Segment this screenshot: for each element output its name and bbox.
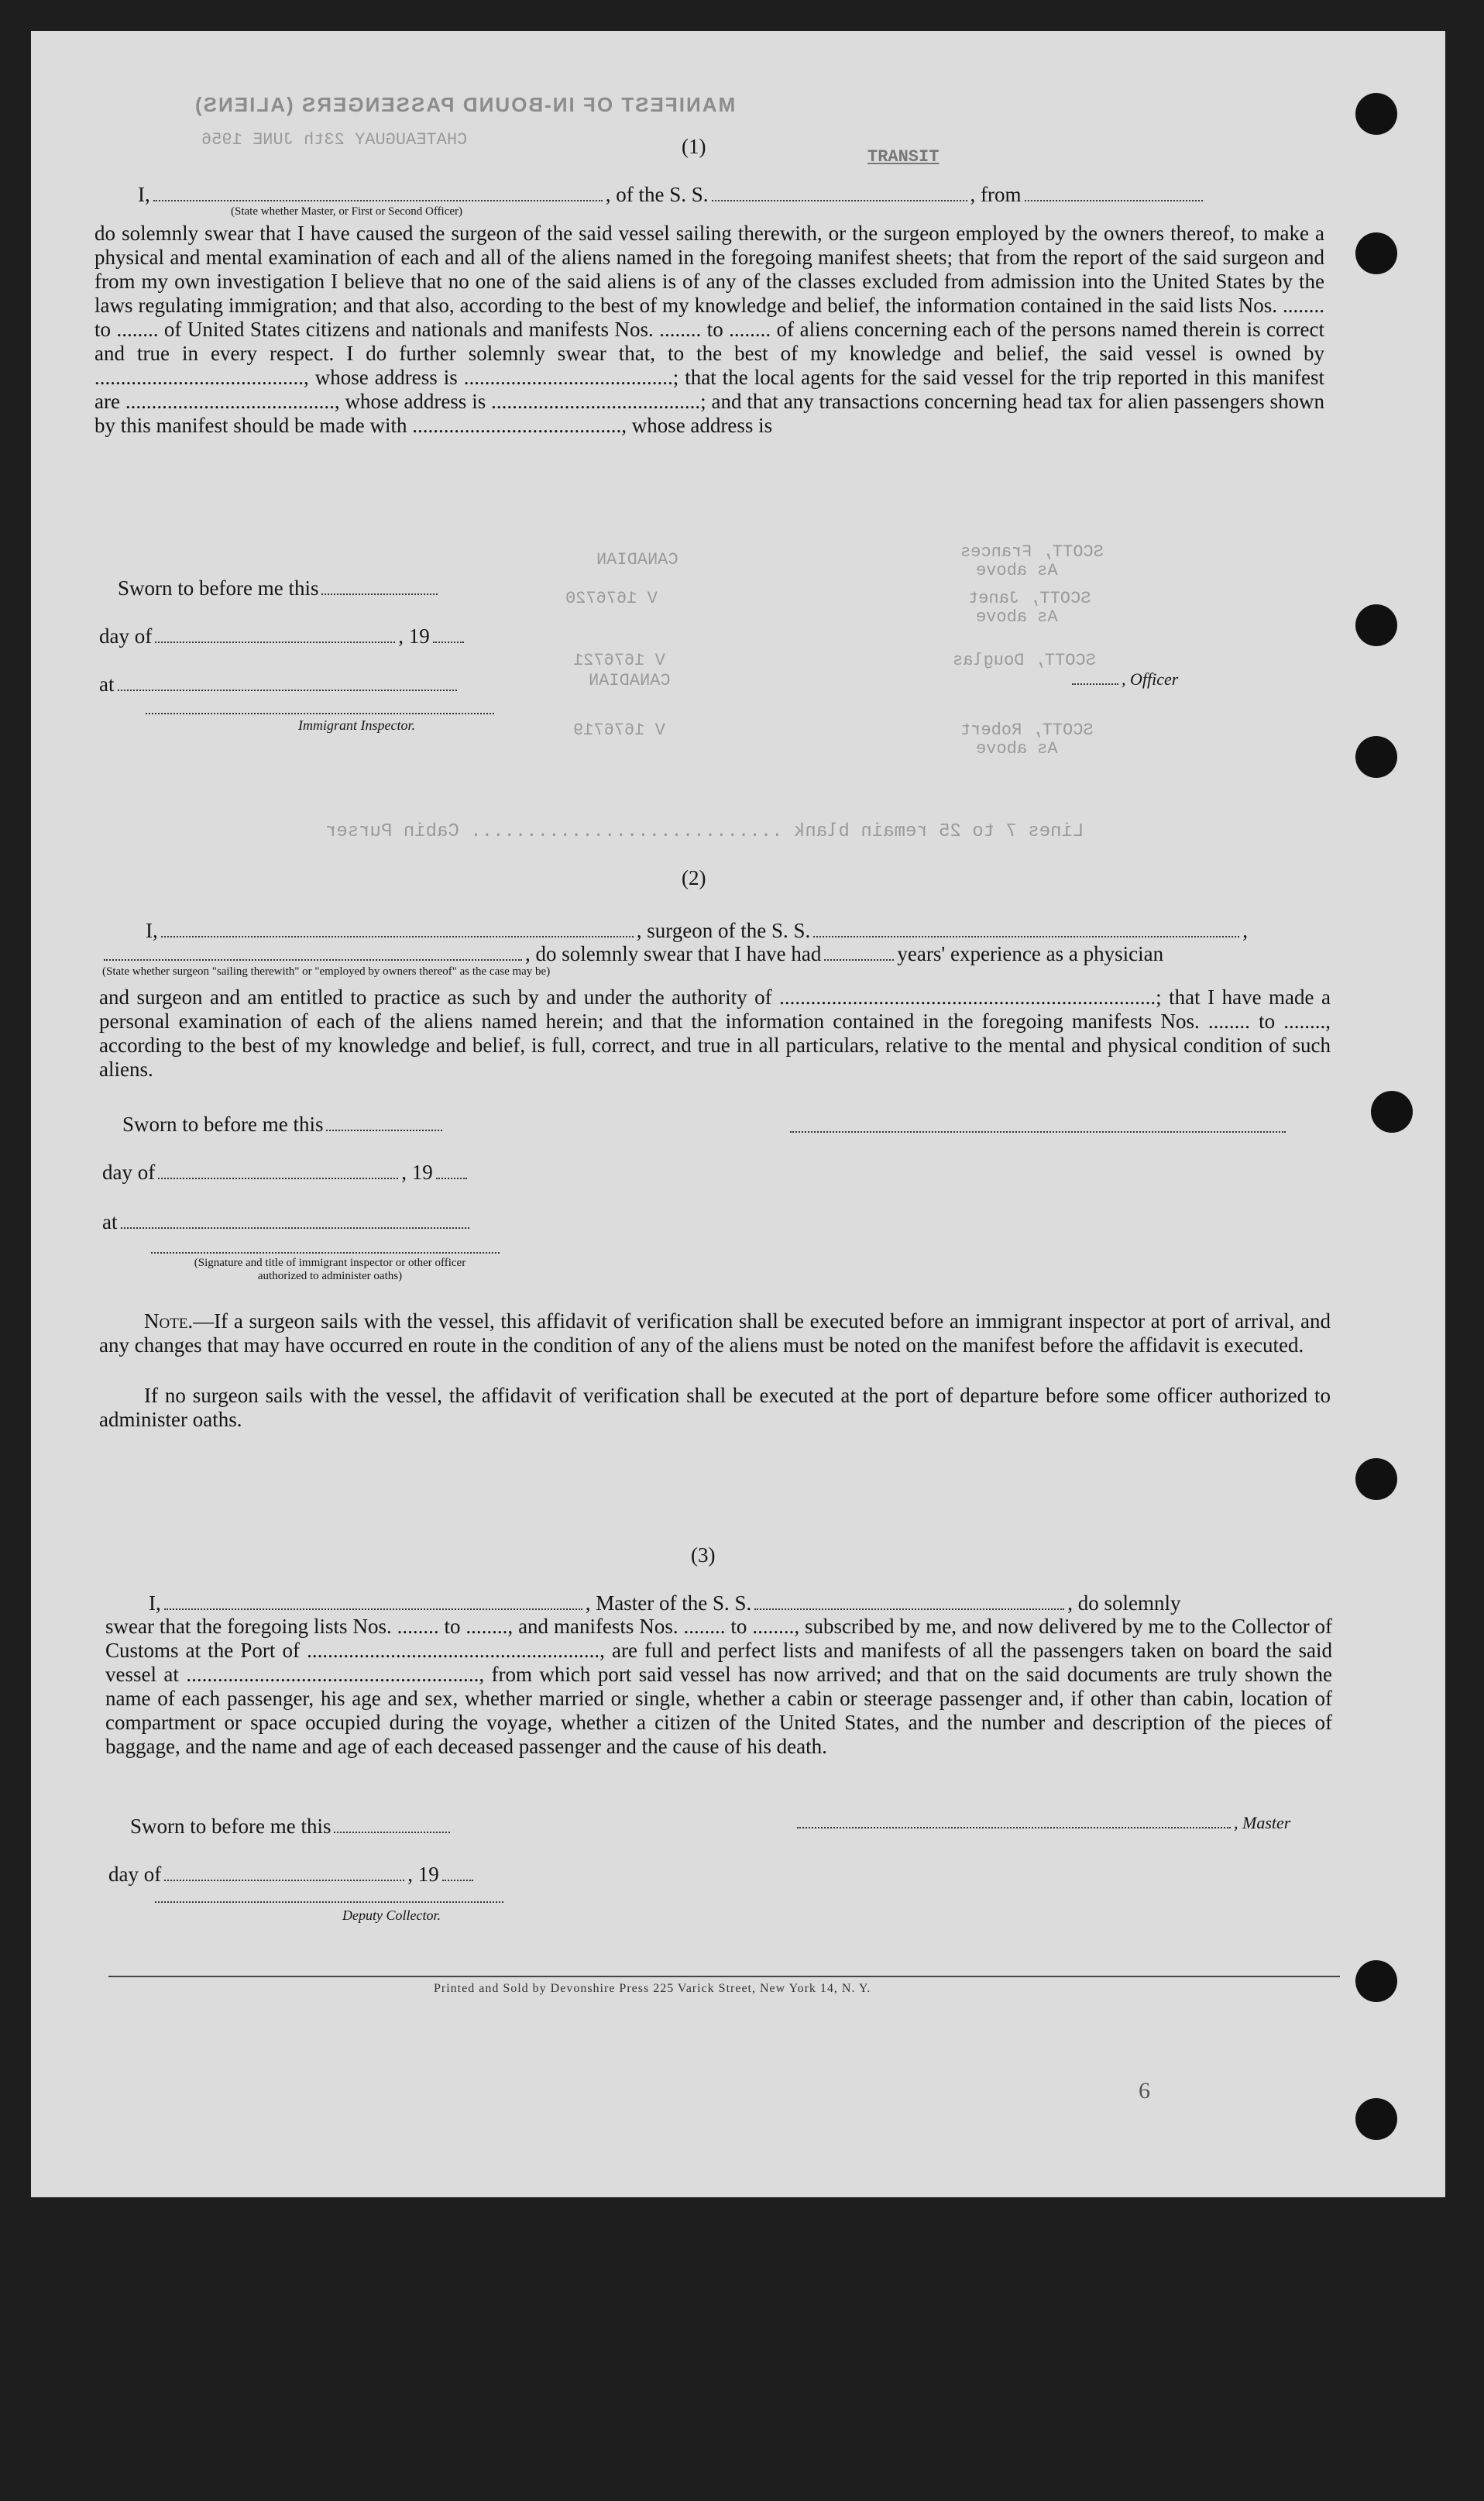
- sec3-day-of: day of , 19: [108, 1863, 476, 1887]
- punch-hole: [1355, 736, 1397, 778]
- ghost-row-4-visa: V 1676719: [573, 721, 665, 740]
- sec2-surgeon-note: (State whether surgeon "sailing therewith" or "employed by owners thereof" as the case may be): [102, 965, 551, 978]
- sec2-surgeon-signature-line: [790, 1131, 1286, 1133]
- sec1-officer-line: , Officer: [1069, 669, 1178, 690]
- ghost-row-2: SCOTT, Janet: [968, 589, 1091, 608]
- ghost-transit-stamp: TRANSIT: [867, 147, 940, 167]
- sec1-sworn: Sworn to before me this: [118, 576, 441, 600]
- punch-hole: [1371, 1091, 1413, 1133]
- ghost-row-1: SCOTT, Frances: [960, 542, 1104, 562]
- sec1-oath-text: do solemnly swear that I have caused the surgeon of the said vessel sailing therewith, or the surgeon employed by the owners thereof, to make a physical and mental examination of each and all of the aliens named in the foregoing manifest sheets; that from the report of the said surgeon and from my own investigation I believe that no one of the said aliens is of any of the classes excluded from admission into the United States by the laws regulating immigration; and that also, according to the best of my knowledge and belief, the information contained in the said lists Nos. ........ to ........ of United States citizens and nationals and manifests Nos. ........ to ........ of aliens concerning each of the persons named therein is correct and true in every respect. I do further solemnly swear that, to the best of my knowledge and belief, the said vessel is owned by ........................................, whose address is ........................................; that the local agents for the said vessel for the trip reported in this manifest are ........................................, whose address is ........................................; and that any transactions concerning head tax for alien passengers shown by this manifest should be made with ........................................, whose address is: [94, 222, 1324, 437]
- punch-hole: [1355, 1458, 1397, 1500]
- ghost-row-2-visa: V 1676720: [565, 589, 658, 608]
- punch-hole: [1355, 93, 1397, 135]
- sec2-day-of: day of , 19: [102, 1161, 470, 1185]
- sec2-at: at: [102, 1210, 472, 1234]
- sec3-i: I, , Master of the S. S. , do solemnly: [149, 1591, 1181, 1615]
- sec2-sworn: Sworn to before me this: [122, 1113, 445, 1137]
- sec3-master-line: , Master: [794, 1813, 1290, 1833]
- sec3-deputy-label: Deputy Collector.: [342, 1908, 441, 1923]
- sec2-note: Note.—If a surgeon sails with the vessel, this affidavit of verification shall be executed before an immigrant inspector at port of arrival, and any changes that may have occurred en route in the condition of any of the aliens must be noted on the manifest before the affidavit is executed.: [99, 1309, 1331, 1357]
- manifest-back-page: [31, 31, 1445, 2197]
- punch-hole: [1355, 232, 1397, 274]
- section-2-number: (2): [682, 866, 706, 889]
- ghost-remark: Lines 7 to 25 remain blank ............................ Cabin Purser: [325, 821, 1084, 842]
- sec2-oath-text: and surgeon and am entitled to practice as such by and under the authority of ........................................................................; that I have made a personal examination of each of the aliens named herein; and that the information contained in the foregoing manifests Nos. ........ to ........, according to the best of my knowledge and belief, is full, correct, and true in all particulars, relative to the mental and physical condition of such aliens.: [99, 986, 1331, 1081]
- punch-hole: [1355, 2098, 1397, 2140]
- ghost-manifest-subtitle: CHATEAUGUAY 23th JUNE 1956: [201, 130, 468, 150]
- sec3-sworn: Sworn to before me this: [130, 1815, 453, 1839]
- sec2-inspector-signature-line: [151, 1252, 500, 1254]
- ghost-row-1-addr: As above: [976, 561, 1058, 580]
- sec2-signature-note: (Signature and title of immigrant inspector or other officer authorized to administer oaths): [194, 1257, 466, 1282]
- sec1-at: at: [99, 673, 460, 697]
- punch-hole: [1355, 1960, 1397, 2002]
- sec1-inspector-signature-line: [146, 713, 494, 714]
- ghost-row-3: SCOTT, Douglas: [953, 651, 1096, 670]
- ghost-row-4-addr: As above: [976, 739, 1058, 759]
- punch-hole: [1355, 604, 1397, 646]
- printer-imprint: Printed and Sold by Devonshire Press 225 Varick Street, New York 14, N. Y.: [434, 1982, 871, 1995]
- sec3-deputy-signature-line: [155, 1901, 503, 1903]
- page-number: 6: [1139, 2078, 1150, 2104]
- sec1-inspector-label: Immigrant Inspector.: [298, 717, 415, 733]
- ghost-manifest-title: MANIFEST OF IN-BOUND PASSENGERS (ALIENS): [194, 93, 736, 116]
- ghost-row-4: SCOTT, Robert: [960, 721, 1094, 740]
- ghost-row-3-nat: CANADIAN: [589, 671, 671, 690]
- sec2-note-2: If no surgeon sails with the vessel, the affidavit of verification shall be executed at the port of departure before some officer authorized to administer oaths.: [99, 1384, 1331, 1431]
- ghost-row-2-addr: As above: [976, 607, 1058, 627]
- footer-rule: [108, 1976, 1340, 1977]
- section-1-number: (1): [682, 135, 706, 158]
- section-3-number: (3): [691, 1543, 716, 1567]
- ghost-row-1-nat: CANADIAN: [596, 550, 678, 569]
- ghost-row-3-visa: V 1676721: [573, 651, 665, 670]
- sec2-line2: , do solemnly swear that I have had years' experience as a physician: [101, 942, 1163, 966]
- sec1-i: I, , of the S. S. , from: [138, 183, 1206, 207]
- sec3-oath-text: swear that the foregoing lists Nos. ........ to ........, and manifests Nos. ........ to ........, subscribed by me, and now delivered by me to the Collector of Customs at the Port of ........................................................, are full and perfect lists and manifests of all the passengers taken on board the said vessel at ........................................................, from which port said vessel has now arrived; and that on the said documents are truly shown the name of each passenger, his age and sex, whether married or single, whether a cabin or steerage passenger and, if other than cabin, location of compartment or space occupied during the voyage, whether a citizen of the United States, and the number and description of the pieces of baggage, and the name and age of each deceased passenger and the cause of his death.: [105, 1615, 1332, 1758]
- sec1-day-of: day of , 19: [99, 624, 467, 648]
- sec2-i: I, , surgeon of the S. S. ,: [146, 919, 1249, 942]
- sec1-officer-note: (State whether Master, or First or Second Officer): [231, 205, 463, 218]
